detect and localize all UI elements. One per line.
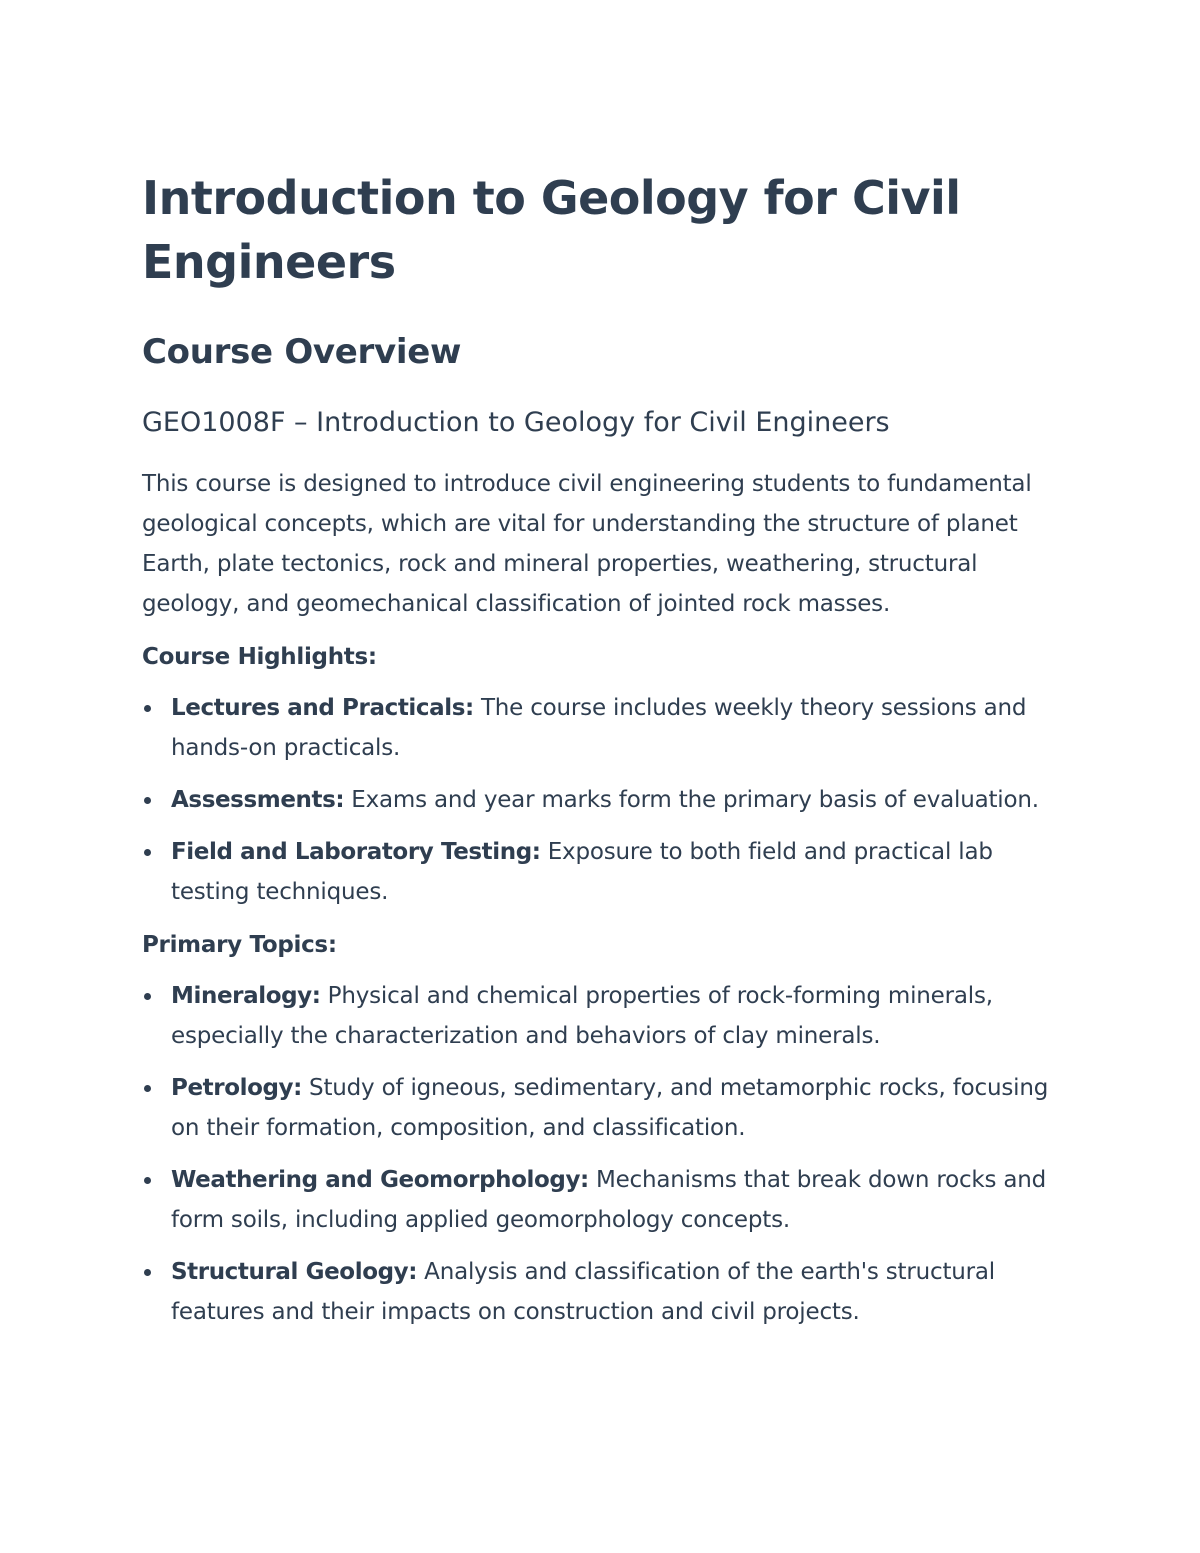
list-item — [142, 1252, 1062, 1332]
highlights-heading: Course Highlights: — [142, 644, 377, 670]
item-text: The course includes weekly theory sessions and hands-on practicals. — [171, 695, 1027, 761]
item-term: Structural Geology: — [171, 1259, 418, 1285]
highlights-list — [142, 688, 1062, 912]
bullet-icon — [144, 705, 151, 712]
item-term: Weathering and Geomorphology: — [171, 1167, 589, 1193]
item-text: Physical and chemical properties of rock-forming minerals, especially the characterization and behaviors of clay minerals. — [171, 983, 993, 1049]
list-item — [142, 780, 1062, 820]
list-item — [142, 1068, 1062, 1148]
list-item — [142, 832, 1062, 912]
item-text: Exposure to both field and practical lab testing techniques. — [171, 839, 993, 905]
bullet-icon — [144, 1177, 151, 1184]
item-term: Lectures and Practicals: — [171, 695, 474, 721]
course-description: This course is designed to introduce civil engineering students to fundamental geological concepts, which are vital for understanding the structure of planet Earth, plate tectonics, rock and mineral properties, weathering, structural geology, and geomechanical classification of jointed rock masses. — [142, 471, 1032, 617]
item-term: Mineralogy: — [171, 983, 321, 1009]
list-item — [142, 1160, 1062, 1240]
item-text: Exams and year marks form the primary basis of evaluation. — [344, 787, 1039, 813]
section-heading: Course Overview — [142, 332, 462, 372]
document-title: Introduction to Geology for Civil Engineers — [142, 171, 961, 289]
topics-list — [142, 976, 1062, 1332]
course-code-title: GEO1008F – Introduction to Geology for Civil Engineers — [142, 407, 890, 438]
bullet-icon — [144, 849, 151, 856]
bullet-icon — [144, 1085, 151, 1092]
item-text: Analysis and classification of the earth's structural features and their impacts on construction and civil projects. — [171, 1259, 995, 1325]
list-item — [142, 976, 1062, 1056]
bullet-icon — [144, 797, 151, 804]
document-page — [142, 166, 1062, 1344]
bullet-icon — [144, 1269, 151, 1276]
bullet-icon — [144, 993, 151, 1000]
topics-heading: Primary Topics: — [142, 932, 337, 958]
item-term: Field and Laboratory Testing: — [171, 839, 541, 865]
item-term: Petrology: — [171, 1075, 302, 1101]
item-term: Assessments: — [171, 787, 345, 813]
list-item — [142, 688, 1062, 768]
item-text: Mechanisms that break down rocks and form soils, including applied geomorphology concepts. — [171, 1167, 1047, 1233]
item-text: Study of igneous, sedimentary, and metamorphic rocks, focusing on their formation, composition, and classification. — [171, 1075, 1049, 1141]
